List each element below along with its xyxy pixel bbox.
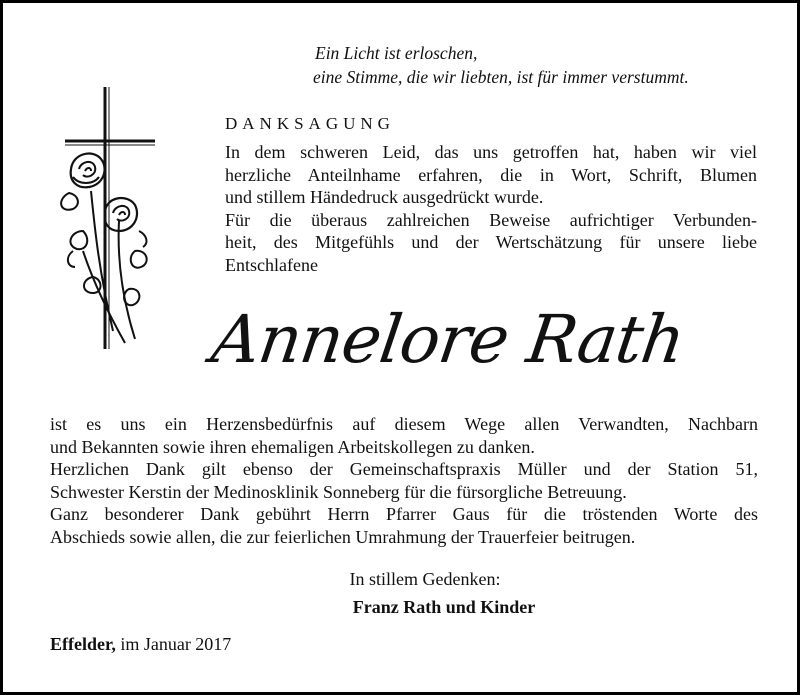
intro-line: Für die überaus zahlreichen Beweise aufrichtiger Verbunden- bbox=[225, 209, 757, 230]
motto-line-2: eine Stimme, die wir liebten, ist für immer verstummt. bbox=[313, 67, 689, 87]
body-line: Herzlichen Dank gilt ebenso der Gemeinschaftspraxis Müller und der Station 51, bbox=[50, 459, 758, 480]
motto-line-1: Ein Licht ist erloschen, bbox=[315, 43, 478, 63]
intro-paragraph bbox=[225, 141, 757, 277]
place-date bbox=[50, 634, 231, 655]
body-line: Ganz besonderer Dank gebührt Herrn Pfarrer Gaus für die tröstenden Worte des bbox=[50, 504, 758, 525]
cross-with-roses-icon bbox=[43, 81, 163, 353]
heading-danksagung: DANKSAGUNG bbox=[225, 114, 395, 133]
body-line: ist es uns ein Herzensbedürfnis auf diesem Wege allen Verwandten, Nachbarn bbox=[50, 414, 758, 434]
intro-line: Entschlafene bbox=[225, 254, 318, 275]
intro-line: herzliche Anteilnhame erfahren, die in Wort, Schrift, Blumen bbox=[225, 164, 757, 185]
place: Effelder, bbox=[50, 634, 116, 654]
motto bbox=[315, 41, 689, 89]
signatories: Franz Rath und Kinder bbox=[352, 597, 536, 617]
body-line: und Bekannten sowie ihren ehemaligen Arbeitskollegen zu danken. bbox=[50, 436, 535, 457]
body-line: Schwester Kerstin der Medinosklinik Sonneberg für die fürsorgliche Betreuung. bbox=[50, 481, 627, 502]
closing-line: In stillem Gedenken: bbox=[349, 569, 501, 589]
intro-line: und stillem Händedruck ausgedrückt wurde. bbox=[225, 187, 544, 208]
body-line: Abschieds sowie allen, die zur feierlichen Umrahmung der Trauerfeier beitrugen. bbox=[50, 526, 636, 547]
intro-line: In dem schweren Leid, das uns getroffen hat, haben wir viel bbox=[225, 142, 757, 162]
intro-line: heit, des Mitgefühls und der Wertschätzung für unsere liebe bbox=[225, 232, 757, 253]
deceased-name: Annelore Rath bbox=[207, 301, 689, 378]
date: im Januar 2017 bbox=[120, 634, 232, 654]
body-paragraph bbox=[50, 413, 758, 549]
